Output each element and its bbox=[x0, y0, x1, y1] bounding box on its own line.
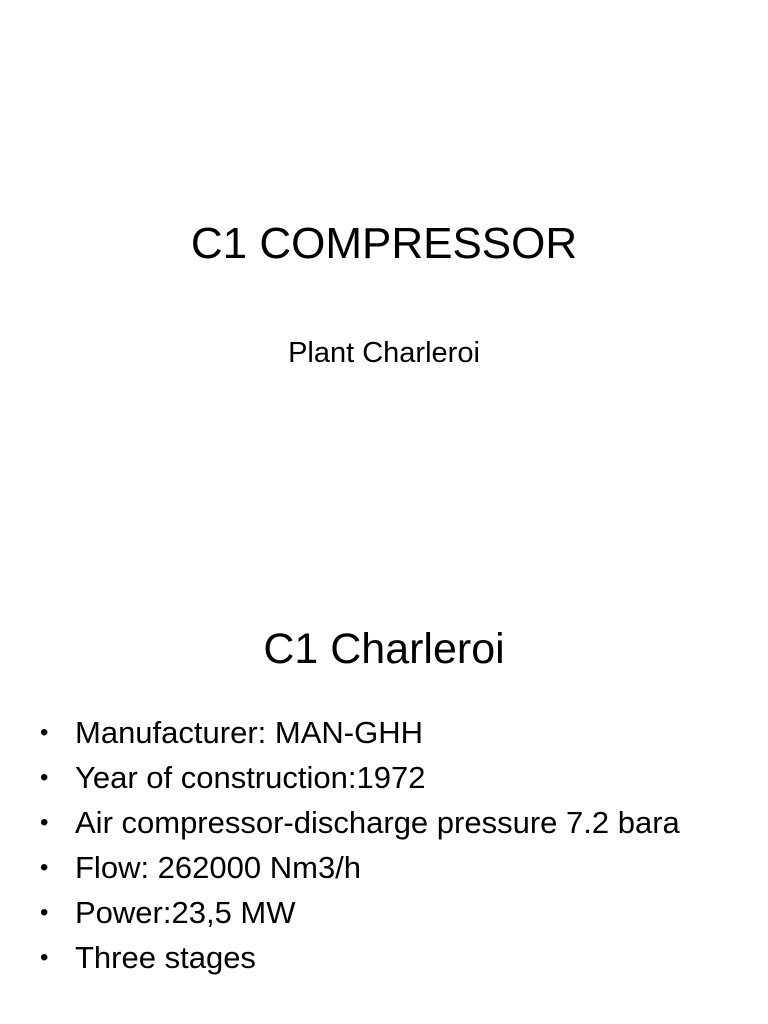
bullet-icon: • bbox=[40, 899, 49, 926]
bullet-list bbox=[40, 715, 680, 985]
slide-subtitle: Plant Charleroi bbox=[288, 337, 480, 369]
bullet-text: Flow: 262000 Nm3/h bbox=[75, 850, 362, 885]
bullet-text: Power:23,5 MW bbox=[75, 895, 296, 930]
bullet-item bbox=[40, 895, 680, 930]
bullet-text: Three stages bbox=[75, 940, 256, 975]
slide-title: C1 Charleroi bbox=[263, 625, 505, 673]
slide-title: C1 COMPRESSOR bbox=[190, 219, 578, 268]
bullet-icon: • bbox=[40, 944, 49, 971]
bullet-item bbox=[40, 940, 680, 975]
bullet-icon: • bbox=[40, 809, 49, 836]
bullet-icon: • bbox=[40, 719, 49, 746]
bullet-icon: • bbox=[40, 854, 49, 881]
bullet-text: Manufacturer: MAN-GHH bbox=[75, 715, 423, 750]
bullet-item bbox=[40, 760, 680, 795]
bullet-item bbox=[40, 850, 680, 885]
bullet-text: Air compressor-discharge pressure 7.2 bara bbox=[75, 805, 680, 840]
bullet-item bbox=[40, 805, 680, 840]
content-slide bbox=[0, 575, 768, 1024]
bullet-icon: • bbox=[40, 764, 49, 791]
bullet-item bbox=[40, 715, 680, 750]
bullet-text: Year of construction:1972 bbox=[75, 760, 426, 795]
